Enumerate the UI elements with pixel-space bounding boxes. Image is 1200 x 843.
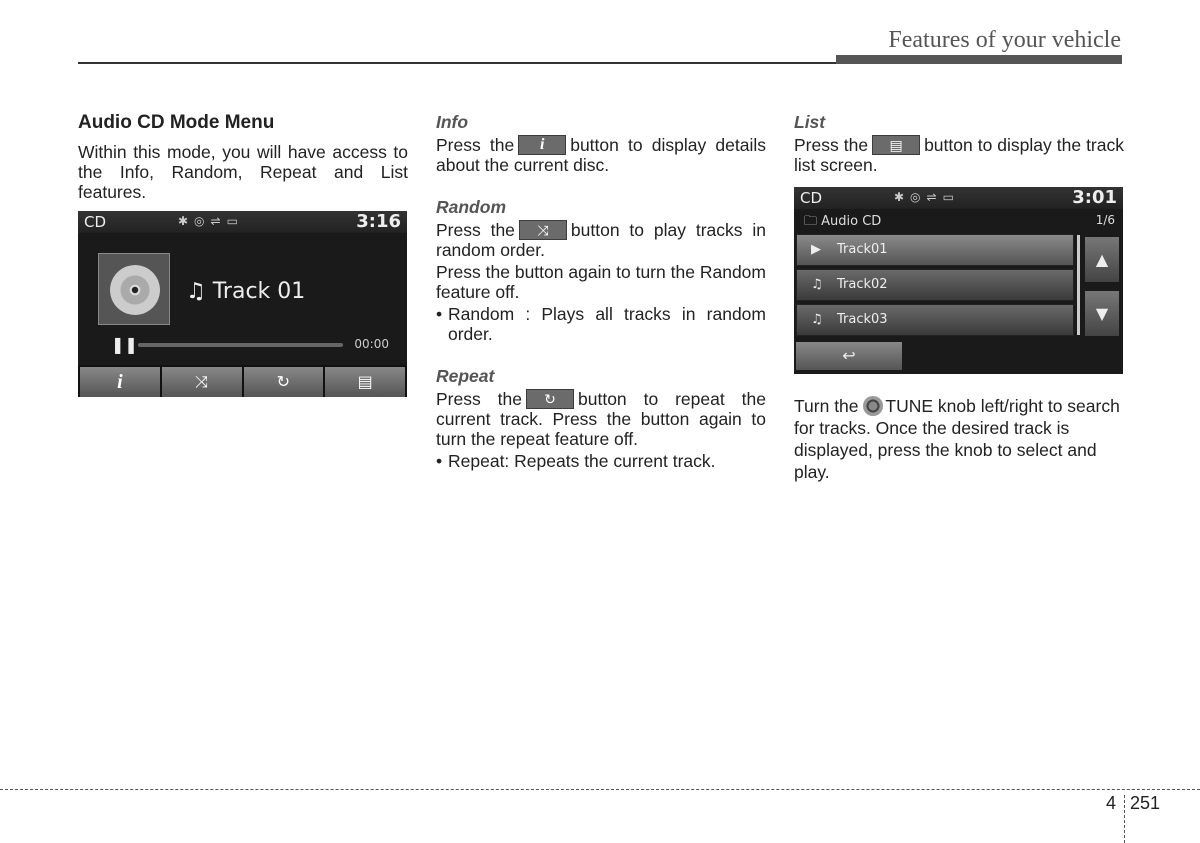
info-title: Info	[436, 112, 469, 132]
random-bullet-text: Random : Plays all tracks in random order.	[448, 304, 766, 344]
info-button[interactable]: i	[80, 367, 160, 397]
track-name: Track01	[837, 242, 888, 257]
track-row[interactable]	[796, 304, 1074, 336]
scrollbar[interactable]	[1077, 235, 1080, 335]
track-row[interactable]	[796, 234, 1074, 266]
random-again: Press the button again to turn the Random feature off.	[436, 262, 766, 302]
music-note-icon: ♫	[811, 277, 823, 292]
shuffle-icon: ⤨	[519, 220, 567, 240]
repeat-button[interactable]: ↻	[244, 367, 324, 397]
random-text	[436, 220, 766, 260]
status-icons: ✱◎⇌▭	[894, 190, 960, 204]
mode-label: CD	[84, 213, 107, 231]
status-bar	[794, 187, 1123, 209]
section-number: 4	[1106, 793, 1117, 813]
repeat-text	[436, 389, 766, 449]
status-icons: ✱◎⇌▭	[178, 214, 244, 228]
footer-divider	[1124, 795, 1125, 843]
pause-icon[interactable]: ❚❚	[111, 335, 138, 354]
tune-knob-icon	[863, 396, 883, 416]
intro-text: Within this mode, you will have access to the Info, Random, Repeat and List features.	[78, 142, 408, 202]
column-info-random-repeat	[436, 112, 766, 471]
scroll-down-button[interactable]: ▼	[1085, 291, 1119, 336]
page-number: 251	[1130, 793, 1161, 813]
mode-label: CD	[800, 189, 823, 207]
list-icon: ▤	[872, 135, 920, 155]
column-audio-cd-mode	[78, 112, 408, 202]
clock: 3:16	[356, 211, 401, 232]
status-bar	[78, 211, 407, 233]
control-bar	[78, 365, 407, 397]
header-title: Features of your vehicle	[888, 27, 1121, 53]
folder-icon: 🗀	[804, 214, 822, 229]
progress-bar[interactable]	[138, 343, 343, 347]
tune-pre: Turn the	[794, 396, 859, 416]
track-name: Track03	[837, 312, 888, 327]
info-text	[436, 135, 766, 175]
repeat-bullet-text: Repeat: Repeats the current track.	[448, 451, 716, 471]
random-bullet: • Random : Plays all tracks in random order.	[436, 304, 766, 344]
play-icon: ▶	[811, 242, 821, 257]
info-icon: i	[518, 135, 566, 155]
footer-rule	[0, 789, 1200, 790]
header-bar	[836, 55, 1122, 64]
folder-label	[804, 212, 881, 234]
random-pre: Press the	[436, 220, 515, 240]
list-text	[794, 135, 1124, 175]
track-count: 1/6	[1095, 213, 1115, 227]
random-post: button to play tracks in random order.	[436, 220, 766, 260]
clock: 3:01	[1072, 187, 1117, 208]
scroll-up-button[interactable]: ▲	[1085, 237, 1119, 282]
disc-icon	[110, 265, 160, 315]
track-name: Track02	[837, 277, 888, 292]
repeat-pre: Press the	[436, 389, 522, 409]
random-button[interactable]: ⤨	[162, 367, 242, 397]
repeat-post: button to repeat the current track. Press the button again to turn the repeat feature off.	[436, 389, 766, 449]
album-art	[98, 253, 170, 325]
list-pre: Press the	[794, 135, 869, 155]
cd-playback-screen	[78, 211, 407, 397]
track-title: ♫ Track 01	[186, 279, 306, 304]
random-title: Random	[436, 197, 506, 217]
back-button[interactable]: ↩	[796, 342, 902, 370]
tune-text	[794, 395, 1124, 483]
repeat-bullet: • Repeat: Repeats the current track.	[436, 451, 766, 471]
track-list-screen	[794, 187, 1123, 374]
repeat-title: Repeat	[436, 366, 495, 386]
list-title: List	[794, 112, 826, 132]
header-rule	[78, 62, 836, 64]
list-post: button to display the track list screen.	[794, 135, 1124, 175]
track-row[interactable]	[796, 269, 1074, 301]
elapsed-time: 00:00	[354, 337, 389, 351]
repeat-icon: ↻	[526, 389, 574, 409]
list-button[interactable]: ▤	[325, 367, 405, 397]
folder-name: Audio CD	[821, 214, 882, 229]
tune-post: TUNE knob left/right to search for tracks. Once the desired track is displayed, press the knob to select and play.	[794, 396, 1120, 482]
info-pre: Press the	[436, 135, 515, 155]
music-note-icon: ♫	[811, 312, 823, 327]
section-heading: Audio CD Mode Menu	[78, 112, 275, 133]
info-post: button to display details about the current disc.	[436, 135, 766, 175]
